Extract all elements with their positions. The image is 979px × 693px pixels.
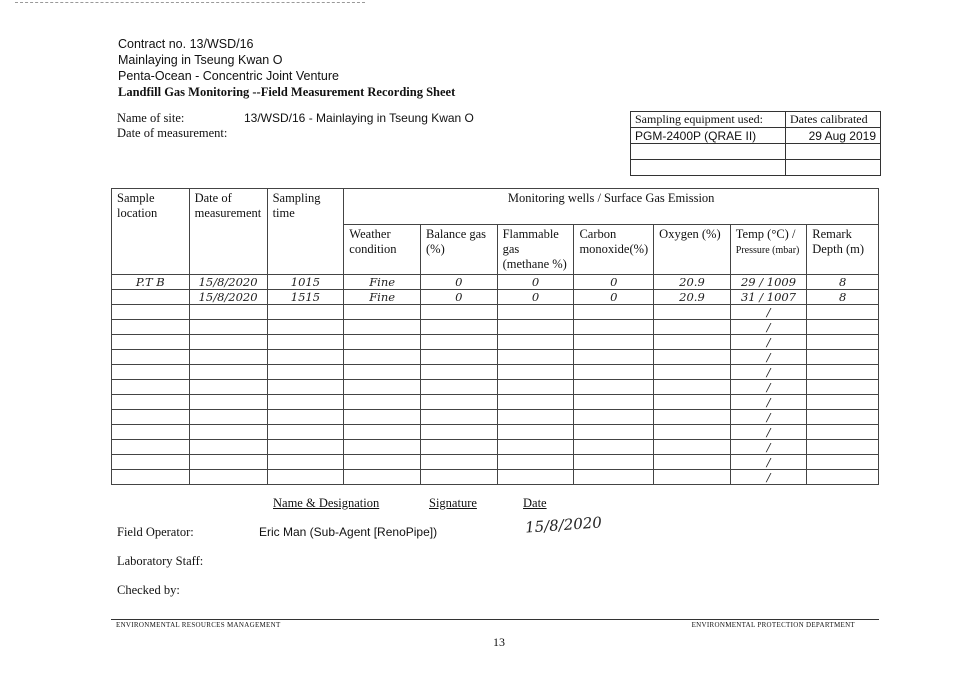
row-cell (267, 365, 344, 380)
row-cell (189, 410, 267, 425)
table-row (112, 275, 879, 290)
row-cell (112, 395, 190, 410)
row-cell (654, 455, 731, 470)
row-cell: 29 / 1009 (730, 275, 807, 290)
footer-rule (111, 619, 879, 620)
row-cell: 0 (421, 290, 498, 305)
row-cell (807, 305, 879, 320)
row-cell (497, 470, 574, 485)
row-cell (421, 350, 498, 365)
row-cell: 0 (497, 275, 574, 290)
row-cell (267, 455, 344, 470)
row-cell (189, 455, 267, 470)
row-cell (654, 365, 731, 380)
monitoring-table (111, 188, 879, 485)
row-cell: P.T B (112, 275, 190, 290)
row-cell (654, 335, 731, 350)
row-cell (267, 395, 344, 410)
row-cell (112, 470, 190, 485)
row-cell (421, 305, 498, 320)
equipment-cell (631, 144, 786, 160)
top-dashed-rule (15, 2, 365, 3)
row-cell (344, 335, 421, 350)
row-cell (112, 335, 190, 350)
header-pressure: Pressure (mbar) (735, 245, 800, 256)
row-cell (497, 395, 574, 410)
row-cell (497, 440, 574, 455)
row-cell (574, 410, 654, 425)
row-cell: / (730, 470, 807, 485)
table-row-empty (112, 305, 879, 320)
field-operator-date: 15/8/2020 (524, 513, 603, 537)
row-cell (267, 470, 344, 485)
row-cell (654, 350, 731, 365)
row-cell (421, 410, 498, 425)
date-header: Date (523, 496, 547, 510)
row-cell: 1515 (267, 290, 344, 305)
row-cell (189, 470, 267, 485)
header-balance-gas: Balance gas (%) (421, 225, 498, 275)
site-label: Name of site: (117, 111, 185, 125)
row-cell (344, 350, 421, 365)
table-row-empty (112, 395, 879, 410)
header-sample-location: Sample location (112, 189, 190, 275)
row-cell (497, 365, 574, 380)
row-cell: / (730, 425, 807, 440)
row-cell (807, 365, 879, 380)
header-date: Date of measurement (189, 189, 267, 275)
header-time: Sampling time (267, 189, 344, 275)
row-cell (574, 380, 654, 395)
row-cell: 20.9 (654, 275, 731, 290)
signature-header: Signature (429, 496, 477, 510)
row-cell (654, 395, 731, 410)
lab-staff-label: Laboratory Staff: (117, 554, 204, 568)
row-cell: 0 (497, 290, 574, 305)
table-row-empty (112, 380, 879, 395)
equipment-header: Sampling equipment used: (631, 112, 786, 128)
row-cell: 0 (574, 275, 654, 290)
row-cell (574, 350, 654, 365)
empty-rows (112, 305, 879, 485)
row-cell (112, 440, 190, 455)
equipment-table (630, 111, 881, 176)
row-cell: Fine (344, 290, 421, 305)
row-cell (574, 470, 654, 485)
row-cell (189, 440, 267, 455)
calibration-cell (786, 144, 881, 160)
row-cell (497, 320, 574, 335)
row-cell (344, 305, 421, 320)
row-cell (267, 410, 344, 425)
table-row-empty (112, 365, 879, 380)
row-cell (807, 410, 879, 425)
row-cell (344, 395, 421, 410)
row-cell (421, 455, 498, 470)
row-cell (807, 380, 879, 395)
row-cell (421, 365, 498, 380)
row-cell (497, 335, 574, 350)
footer-right: ENVIRONMENTAL PROTECTION DEPARTMENT (691, 621, 855, 629)
row-cell (189, 335, 267, 350)
calibration-header: Dates calibrated (786, 112, 881, 128)
row-cell (421, 320, 498, 335)
table-row (112, 290, 879, 305)
row-cell (112, 410, 190, 425)
row-cell (344, 410, 421, 425)
row-cell (267, 305, 344, 320)
equipment-cell (631, 160, 786, 176)
row-cell (574, 320, 654, 335)
row-cell (421, 380, 498, 395)
table-row-empty (112, 440, 879, 455)
checked-by-label: Checked by: (117, 583, 180, 597)
row-cell (344, 425, 421, 440)
row-cell: Fine (344, 275, 421, 290)
row-cell (344, 380, 421, 395)
row-cell (654, 380, 731, 395)
row-cell (654, 320, 731, 335)
row-cell: / (730, 320, 807, 335)
row-cell (807, 335, 879, 350)
row-cell (574, 425, 654, 440)
row-cell: / (730, 410, 807, 425)
row-cell (654, 410, 731, 425)
row-cell: 8 (807, 290, 879, 305)
row-cell (344, 470, 421, 485)
row-cell (807, 425, 879, 440)
row-cell: / (730, 350, 807, 365)
header-temp: Temp (°C) / (735, 227, 796, 241)
row-cell: 8 (807, 275, 879, 290)
row-cell (497, 425, 574, 440)
row-cell: / (730, 305, 807, 320)
calibration-cell (786, 160, 881, 176)
row-cell (807, 395, 879, 410)
row-cell (112, 305, 190, 320)
row-cell: / (730, 365, 807, 380)
row-cell (267, 320, 344, 335)
row-cell (189, 305, 267, 320)
row-cell: / (730, 380, 807, 395)
row-cell: 31 / 1007 (730, 290, 807, 305)
row-cell (574, 335, 654, 350)
row-cell (807, 470, 879, 485)
row-cell (654, 470, 731, 485)
row-cell (267, 425, 344, 440)
row-cell (344, 320, 421, 335)
row-cell (421, 425, 498, 440)
row-cell (497, 350, 574, 365)
row-cell: 0 (574, 290, 654, 305)
page-number: 13 (493, 635, 505, 649)
row-cell (112, 380, 190, 395)
row-cell (421, 470, 498, 485)
row-cell (654, 305, 731, 320)
row-cell (497, 410, 574, 425)
row-cell (421, 395, 498, 410)
field-operator-name: Eric Man (Sub-Agent [RenoPipe]) (259, 525, 438, 539)
row-cell (497, 380, 574, 395)
table-row-empty (112, 350, 879, 365)
row-cell (421, 440, 498, 455)
table-row-empty (112, 410, 879, 425)
row-cell (654, 425, 731, 440)
row-cell (189, 380, 267, 395)
row-cell (421, 335, 498, 350)
row-cell (344, 365, 421, 380)
row-cell: / (730, 335, 807, 350)
row-cell (574, 440, 654, 455)
row-cell: 0 (421, 275, 498, 290)
row-cell (189, 395, 267, 410)
header-group: Monitoring wells / Surface Gas Emission (344, 189, 879, 225)
header-oxygen: Oxygen (%) (654, 225, 731, 275)
row-cell: 1015 (267, 275, 344, 290)
row-cell (344, 455, 421, 470)
row-cell (497, 305, 574, 320)
header-remark: Remark Depth (m) (807, 225, 879, 275)
table-row-empty (112, 470, 879, 485)
name-designation-header: Name & Designation (273, 496, 380, 510)
row-cell: / (730, 455, 807, 470)
header-temp-pressure (730, 225, 807, 275)
row-cell (112, 455, 190, 470)
row-cell (112, 425, 190, 440)
row-cell (267, 335, 344, 350)
row-cell (344, 440, 421, 455)
row-cell (189, 320, 267, 335)
row-cell: 20.9 (654, 290, 731, 305)
row-cell: 15/8/2020 (189, 275, 267, 290)
table-row-empty (112, 455, 879, 470)
row-cell (267, 380, 344, 395)
table-row-empty (112, 425, 879, 440)
contract-line: Contract no. 13/WSD/16 (118, 37, 254, 51)
row-cell (574, 365, 654, 380)
row-cell (189, 350, 267, 365)
row-cell (267, 350, 344, 365)
row-cell (574, 455, 654, 470)
row-cell (497, 455, 574, 470)
header-flammable-gas: Flammable gas (methane %) (497, 225, 574, 275)
row-cell (807, 455, 879, 470)
footer-left: ENVIRONMENTAL RESOURCES MANAGEMENT (116, 621, 281, 629)
contractor-line: Penta-Ocean - Concentric Joint Venture (118, 69, 339, 83)
row-cell (112, 320, 190, 335)
sheet-title: Landfill Gas Monitoring --Field Measurement Recording Sheet (118, 85, 456, 99)
site-value: 13/WSD/16 - Mainlaying in Tseung Kwan O (244, 111, 474, 125)
row-cell (189, 425, 267, 440)
row-cell: 15/8/2020 (189, 290, 267, 305)
row-cell (112, 350, 190, 365)
row-cell (574, 305, 654, 320)
row-cell (189, 365, 267, 380)
calibration-cell: 29 Aug 2019 (786, 128, 881, 144)
table-row-empty (112, 335, 879, 350)
row-cell: / (730, 395, 807, 410)
row-cell: / (730, 440, 807, 455)
date-measurement-label: Date of measurement: (117, 126, 228, 140)
project-line: Mainlaying in Tseung Kwan O (118, 53, 283, 67)
table-row-empty (112, 320, 879, 335)
row-cell (267, 440, 344, 455)
equipment-cell: PGM-2400P (QRAE II) (631, 128, 786, 144)
row-cell (807, 350, 879, 365)
row-cell (574, 395, 654, 410)
row-cell (112, 365, 190, 380)
field-operator-label: Field Operator: (117, 525, 194, 539)
row-cell (654, 440, 731, 455)
header-carbon-monoxide: Carbon monoxide(%) (574, 225, 654, 275)
header-weather: Weather condition (344, 225, 421, 275)
row-cell (807, 440, 879, 455)
row-cell (112, 290, 190, 305)
row-cell (807, 320, 879, 335)
